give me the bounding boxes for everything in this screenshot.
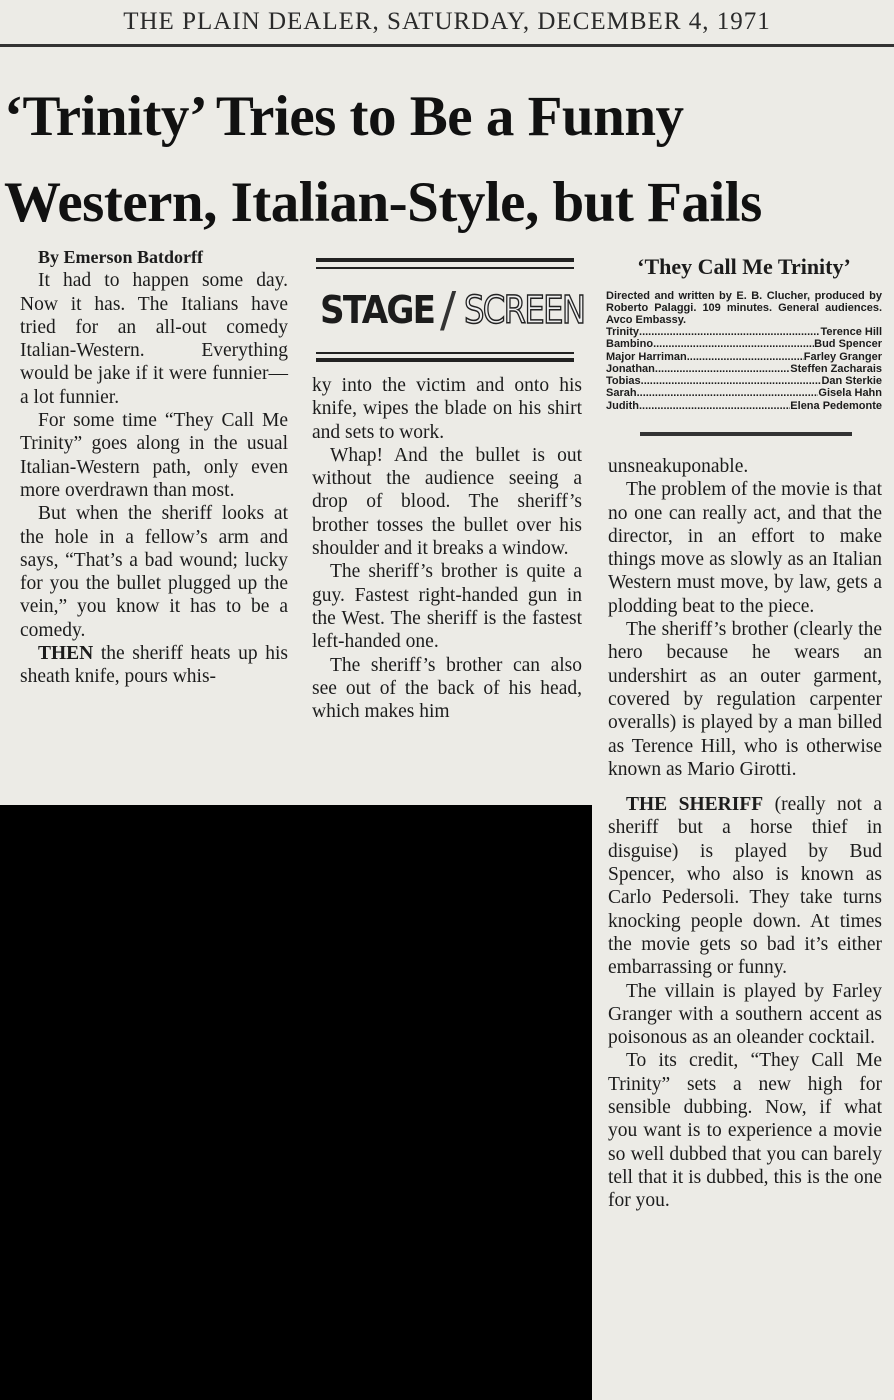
paragraph-text: (really not a sheriff but a horse thief in disguise) is played by Bud Spencer, who also is known as Carlo Pedersoli. They take turns knocking people down. At times the movie gets so bad it’s either embarrassing or funny. <box>608 794 882 979</box>
credits-rule <box>640 432 852 436</box>
cast-role: Jonathan <box>606 362 655 375</box>
credits-info: Directed and written by E. B. Clucher, produced by Roberto Palaggi. 109 minutes. General audiences. Avco Embassy. <box>606 290 882 326</box>
cast-row <box>606 351 882 363</box>
stage-screen-logo <box>316 258 585 364</box>
cast-actor: Terence Hill <box>820 326 882 338</box>
leader-dots <box>653 338 814 350</box>
paragraph: ky into the victim and onto his knife, wipes the blade on his shirt and sets to work. <box>312 375 582 443</box>
paragraph-text: the sheriff heats up his sheath knife, pours whis- <box>20 643 288 688</box>
cast-role: Trinity <box>606 326 640 338</box>
article-column-3 <box>608 455 882 1213</box>
leader-dots <box>639 400 790 412</box>
cast-role: Judith <box>606 399 639 412</box>
paragraph <box>608 793 882 979</box>
paragraph: The sheriff’s brother (clearly the hero because he wears an undershirt as an outer garment, covered by regulation carpenter overalls) is played by a man billed as Terence Hill, who is otherwise known as Mario Girotti. <box>608 619 882 780</box>
cast-actor: Farley Granger <box>803 350 882 363</box>
byline: By Emerson Batdorff <box>38 247 203 267</box>
leader-dots <box>639 326 820 338</box>
leader-dots <box>655 363 790 375</box>
top-rule <box>0 44 894 47</box>
paragraph: It had to happen some day. Now it has. The Italians have tried for an all-out comedy Italian-Western. Everything would be jake if it were funnier—a lot funnier. <box>20 270 288 408</box>
credits-box <box>606 254 882 412</box>
credits-title: ‘They Call Me Trinity’ <box>637 254 851 279</box>
cast-row <box>606 400 882 412</box>
cast-actor: Gisela Hahn <box>818 387 882 400</box>
paragraph: The sheriff’s brother can also see out of the back of his head, which makes him <box>312 654 582 723</box>
paragraph: unsneakuponable. <box>608 456 749 477</box>
cast-row <box>606 375 882 387</box>
leader-dots <box>641 375 822 387</box>
subhead-lead: THEN <box>38 643 94 665</box>
cast-actor: Steffen Zacharais <box>790 362 882 375</box>
logo-rule <box>316 267 574 269</box>
cast-row <box>606 326 882 338</box>
cast-row <box>606 363 882 375</box>
logo-slash: / <box>440 282 457 338</box>
cast-role: Bambino <box>606 338 654 351</box>
paragraph: For some time “They Call Me Trinity” goes along in the usual Italian-Western path, only even more overdrawn than most. <box>20 410 288 501</box>
logo-rule <box>316 258 574 262</box>
cast-row <box>606 387 882 399</box>
cast-actor: Elena Pedemonte <box>790 399 882 412</box>
article-column-2 <box>312 374 582 723</box>
paragraph: To its credit, “They Call Me Trinity” sets a new high for sensible dubbing. Now, if what you want is to experience a movie so well dubbed that you can barely tell that it is dubbed, this is the one for you. <box>608 1050 882 1212</box>
article-column-1 <box>20 246 288 689</box>
redacted-area <box>0 805 592 1400</box>
headline-line-2: Western, Italian-Style, but Fails <box>4 171 762 234</box>
leader-dots <box>687 351 804 363</box>
logo-rule <box>316 358 574 362</box>
logo-stage-word: STAGE <box>320 288 435 332</box>
paragraph: The sheriff’s brother is quite a guy. Fastest right-handed gun in the West. The sheriff is the fastest left-handed one. <box>312 561 582 653</box>
paragraph: But when the sheriff looks at the hole in a fellow’s arm and says, “That’s a bad wound; lucky for you the bullet plugged up the vein,” you know it has to be a comedy. <box>20 503 288 641</box>
cast-actor: Dan Sterkie <box>821 375 882 388</box>
logo-rule <box>316 352 574 354</box>
headline-line-1: ‘Trinity’ Tries to Be a Funny <box>4 85 684 148</box>
cast-actor: Bud Spencer <box>814 338 882 351</box>
paragraph <box>20 642 288 689</box>
paragraph: Whap! And the bullet is out without the audience seeing a drop of blood. The sheriff’s brother tosses the bullet over his shoulder and it breaks a window. <box>312 444 582 560</box>
cast-role: Tobias <box>606 375 641 388</box>
cast-role: Sarah <box>606 387 637 400</box>
leader-dots <box>637 387 819 399</box>
cast-row <box>606 338 882 350</box>
paragraph: The villain is played by Farley Granger with a southern accent as poisonous as an oleander cocktail. <box>608 980 882 1049</box>
subhead-lead: THE SHERIFF <box>626 794 764 816</box>
logo-screen-word: SCREEN <box>464 288 585 332</box>
headline <box>4 74 890 246</box>
cast-role: Major Harriman <box>606 350 687 363</box>
dateline: THE PLAIN DEALER, SATURDAY, DECEMBER 4, 1971 <box>123 8 771 35</box>
paragraph: The problem of the movie is that no one can really act, and that the director, in an effort to make things move as slowly as an Italian Western must move, by law, gets a plodding beat to the piece. <box>608 479 882 617</box>
